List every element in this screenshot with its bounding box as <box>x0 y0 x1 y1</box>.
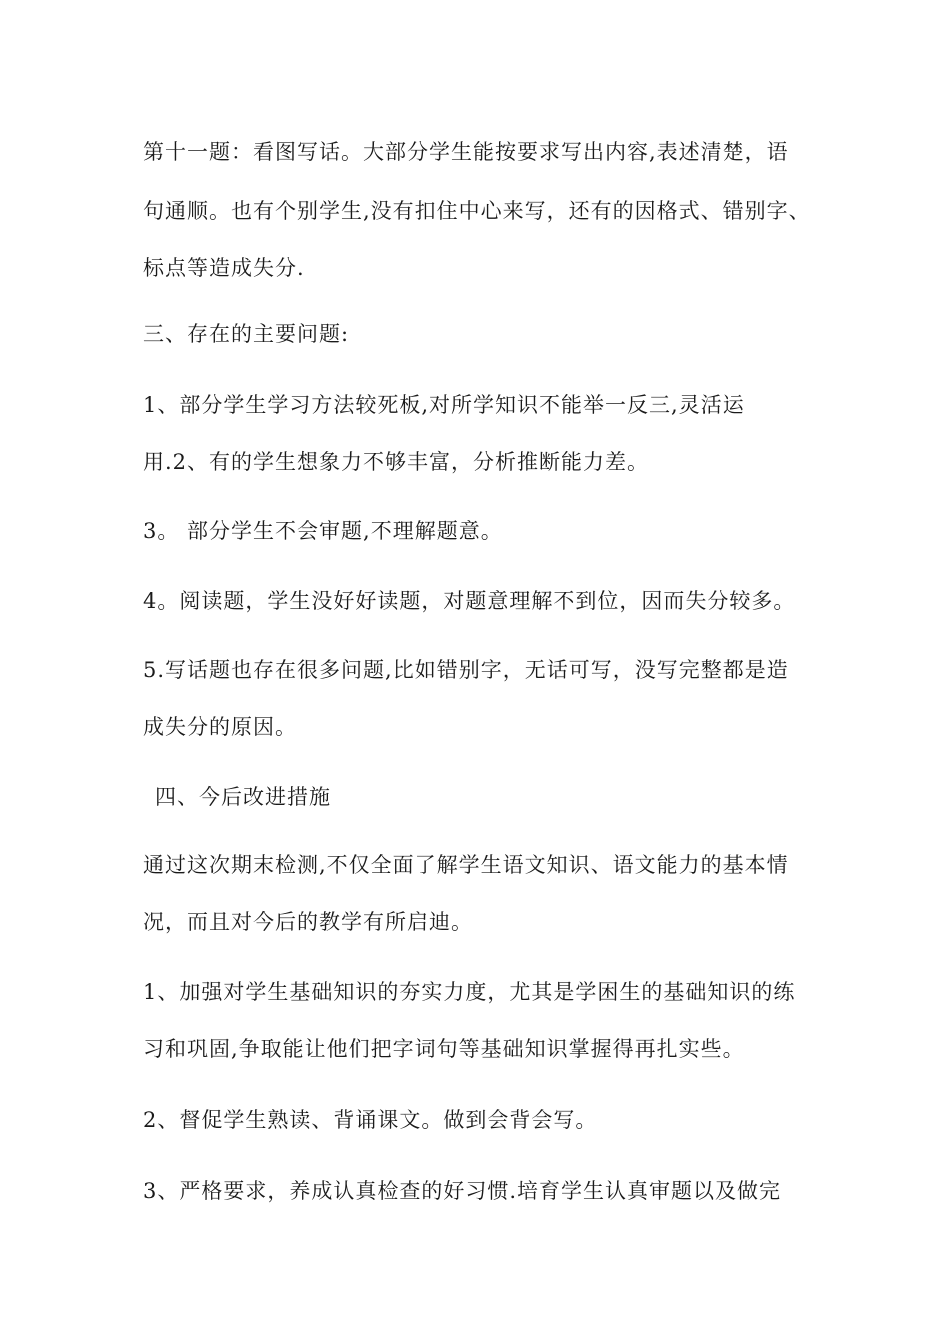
text-line: 标点等造成失分. <box>143 256 305 280</box>
text-line: 3。 部分学生不会审题,不理解题意。 <box>143 519 503 543</box>
text-line: 句通顺。也有个别学生,没有扣住中心来写，还有的因格式、错别字、 <box>143 199 811 223</box>
text-line: 5.写话题也存在很多问题,比如错别字，无话可写，没写完整都是造 <box>143 658 789 682</box>
text-line: 况，而且对今后的教学有所启迪。 <box>143 910 473 934</box>
text-line: 通过这次期末检测,不仅全面了解学生语文知识、语文能力的基本情 <box>143 853 789 877</box>
section-heading: 四、今后改进措施 <box>155 785 331 809</box>
text-line: 成失分的原因。 <box>143 715 297 739</box>
text-line: 3、严格要求，养成认真检查的好习惯.培育学生认真审题以及做完 <box>143 1179 782 1203</box>
text-line: 第十一题：看图写话。大部分学生能按要求写出内容,表述清楚，语 <box>143 140 789 164</box>
text-line: 用.2、有的学生想象力不够丰富，分析推断能力差。 <box>143 450 650 474</box>
text-line: 1、加强对学生基础知识的夯实力度，尤其是学困生的基础知识的练 <box>143 980 796 1004</box>
text-line: 1、部分学生学习方法较死板,对所学知识不能举一反三,灵活运 <box>143 393 745 417</box>
text-line: 习和巩固,争取能让他们把字词句等基础知识掌握得再扎实些。 <box>143 1037 745 1061</box>
section-heading: 三、存在的主要问题: <box>143 322 350 346</box>
text-line: 4。阅读题，学生没好好读题，对题意理解不到位，因而失分较多。 <box>143 589 796 613</box>
text-line: 2、督促学生熟读、背诵课文。做到会背会写。 <box>143 1108 598 1132</box>
